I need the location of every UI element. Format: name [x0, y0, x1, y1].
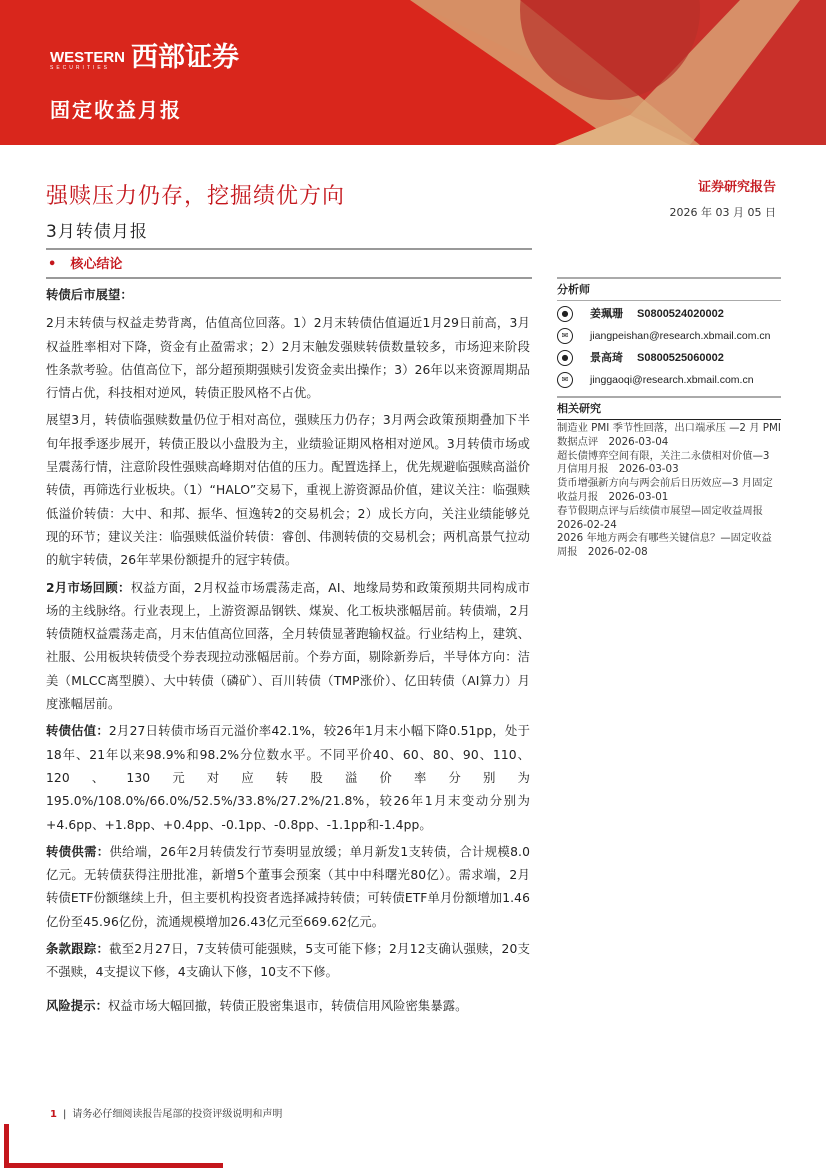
paragraph: 条款跟踪：截至2月27日，7支转债可能强赎，5支可能下修；2月12支确认强赎，20支不强赎，4支提议下修，4支确认下修，10支不下修。 [46, 942, 530, 980]
related-item[interactable]: 2026 年地方两会有哪些关键信息？—固定收益周报 2026-02-08 [557, 532, 772, 559]
report-series: 固定收益月报 [50, 98, 182, 122]
related-item[interactable]: 春节假期点评与后续债市展望—固定收益周报 2026-02-24 [557, 504, 774, 531]
banner-graphic [0, 0, 826, 145]
footer: 1 | 请务必仔细阅读报告尾部的投资评级说明和声明 [50, 1109, 283, 1120]
related-item[interactable]: 超长债博弈空间有限，关注二永债相对价值—3 月信用月报 2026-03-03 [557, 449, 770, 476]
header-banner [0, 0, 826, 145]
page-subtitle: 3月转债月报 [46, 222, 148, 242]
analyst-email-row: ✉ jiangpeishan@research.xbmail.com.cn [557, 326, 771, 346]
person-icon: ● [557, 350, 573, 366]
related-item[interactable]: 货币增强新方向与两会前后日历效应—3 月固定收益月报 2026-03-01 [557, 477, 773, 503]
analyst-row: ● 姜珮珊 S0800524020002 [557, 304, 724, 324]
analyst-row: ● 景高琦 S0800525060002 [557, 348, 724, 368]
divider [557, 419, 781, 420]
paragraph: 转债估值：2月27日转债市场百元溢价率42.1%，较26年1月末小幅下降0.51pp，处于18年、21年以来98.9%和98.2%分位数水平。不同平价40、60、80、90、110、120、130元对应转股溢价率分别为195.0%/108.0%/66.0%/52.5%/33.8%/27.2%/21.8%，较26年1月末变动分别为+4.6pp、+1.8pp、+0.4pp、-0.1pp、-0.8pp、-1.1pp和-1.4pp。 [46, 724, 530, 832]
divider [46, 248, 532, 250]
main-content [46, 284, 530, 1018]
paragraph: 转债供需：供给端，26年2月转债发行节奏明显放缓；单月新发1支转债，合计规模8.0亿元。无转债获得注册批准，新增5个董事会预案（其中中科曙光80亿）。需求端，2月转债ETF份额继续上升，但主要机构投资者选择减持转债；可转债ETF单月份额增加1.46亿份至45.96亿份，流通规模增加26.43亿元至669.62亿元。 [46, 844, 530, 929]
section-heading: 转债后市展望： [46, 288, 133, 302]
mail-icon: ✉ [557, 328, 573, 344]
person-icon: ● [557, 306, 573, 322]
related-research-list [557, 422, 781, 560]
analyst-heading: 分析师 [557, 283, 590, 296]
paragraph: 风险提示：权益市场大幅回撤，转债正股密集退市，转债信用风险密集暴露。 [46, 998, 468, 1013]
related-item[interactable]: 制造业 PMI 季节性回落，出口端承压 —2 月 PMI 数据点评 2026-03-04 [557, 422, 781, 448]
divider [557, 396, 781, 398]
paragraph: 2月末转债与权益走势背离，估值高位回落。1）2月末转债估值逼近1月29日前高，3月权益胜率相对下降，资金有止盈需求；2）2月末触发强赎转债数量较多，市场迎来阶段性条款考验。估值高位下，部分超预期强赎引发资金卖出操作；3）26年以来资源周期品行情占优，科技相对逆风，转债正股风格不占优。 [46, 316, 530, 401]
related-research-heading: 相关研究 [557, 402, 601, 415]
analyst-email-row: ✉ jinggaoqi@research.xbmail.com.cn [557, 370, 754, 390]
corner-decoration [4, 1124, 223, 1168]
divider [557, 300, 781, 301]
divider [46, 277, 532, 279]
report-type: 证券研究报告 [697, 180, 776, 195]
report-date: 2026 年 03 月 05 日 [669, 206, 776, 219]
company-logo: WESTERN SECURITIES 西部证券 [50, 42, 239, 73]
core-conclusion-heading: • 核心结论 [48, 257, 123, 272]
page-title: 强赎压力仍存，挖掘绩优方向 [46, 184, 346, 209]
paragraph: 2月市场回顾：权益方面，2月权益市场震荡走高，AI、地缘局势和政策预期共同构成市场的主线脉络。行业表现上，上游资源品钢铁、煤炭、化工板块涨幅居前。转债端，2月转债随权益震荡走高，月末估值高位回落，全月转债显著跑输权益。行业结构上，建筑、社服、公用板块转债受个券表现拉动涨幅居前。个券方面，剔除新券后，半导体方向：洁美（MLCC离型膜）、大中转债（磷矿）、百川转债（TMP涨价）、亿田转债（AI算力）月度涨幅居前。 [46, 580, 530, 712]
paragraph: 展望3月，转债临强赎数量仍位于相对高位，强赎压力仍存；3月两会政策预期叠加下半旬年报季逐步展开，转债正股以小盘股为主，业绩验证期风格相对逆风。3月转债市场或呈震荡行情，注意阶段性强赎高峰期对估值的压力。配置选择上，优先规避临强赎高溢价转债，再筛选行业板块。（1）“HALO”交易下，重视上游资源品价值，建议关注：临强赎低溢价转债：大中、和邦、振华、恒逸转2的交易机会；2）成长方向，关注业绩能够兑现的环节；建议关注：临强赎低溢价转债：睿创、伟测转债的交易机会；两机高景气拉动的航宇转债，26年苹果份额提升的冠宇转债。 [46, 413, 530, 568]
mail-icon: ✉ [557, 372, 573, 388]
divider [557, 277, 781, 279]
